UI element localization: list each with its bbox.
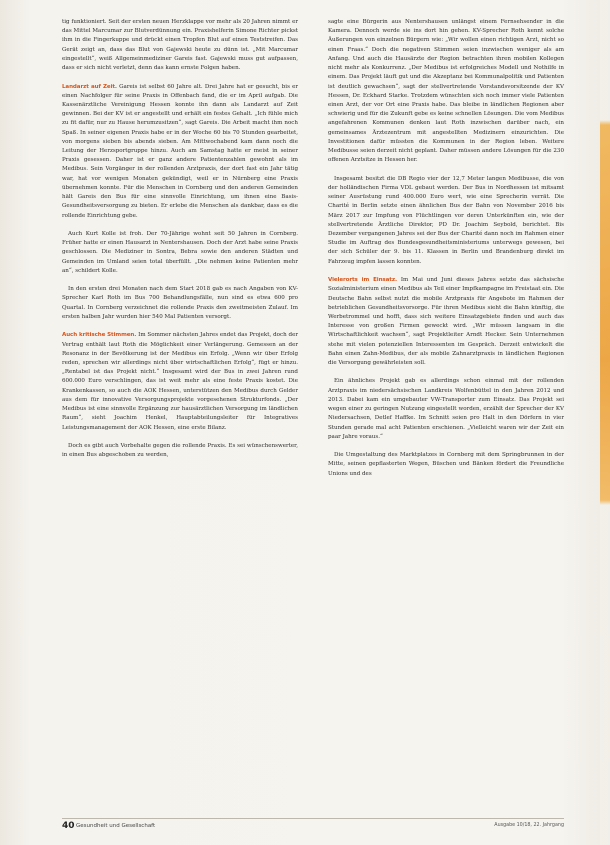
article-paragraph [328,377,564,442]
page-edge-accent [600,0,610,845]
right-column [328,18,564,488]
article-paragraph [62,442,298,460]
left-column [62,18,298,470]
paragraph-text: Insgesamt besitzt die DB Regio vier der 12,7 Meter langen Medibusse, die von der holländischen Firma VDL gebaut werden. Der Bus in Nordhessen ist mitsamt seiner Ausrüstung rund 400.000 Euro wert, wie eine Sprecherin verrät. Die Charité in Berlin setzte einen ähnlichen Bus der Bahn von November 2016 bis März 2017 zur Impfung von Flüchtlingen vor deren Unterkünften ein, wie der stellvertretende Ärztliche Direktor, PD Dr. Joachim Seybold, berichtet. Bis Dezember vergangenen Jahres sei der Bus der Charité dann noch im Rahmen einer Studie im Auftrag des Bundesgesundheitsministeriums unterwegs gewesen, bei der sich Schüler der 9. bis 11. Klassen in Berlin und Brandenburg direkt im Fahrzeug impfen lassen konnten. [328,175,564,265]
paragraph-text: Gareis ist selbst 60 Jahre alt. Drei Jahre hat er gesucht, bis er einen Nachfolger für seine Praxis in Offenbach fand, die er im April aufgab. Die Kassenärztliche Vereinigung Hessen konnte ihn dann als Landarzt auf Zeit gewinnen. Bei der KV ist er angestellt und erhält ein festes Gehalt. „Ich fühle mich zu fit dafür, nur zu Hause herumzusitzen“, sagt Gareis. Die Arbeit macht ihm noch Spaß. In seiner eigenen Praxis habe er in der Woche 60 bis 70 Stunden gearbeitet, von morgens sieben bis abends sieben. Am Mittwochabend kam dann noch die Leitung der Herzsportgruppe hinzu. Auch am Samstag hatte er meist in seiner Praxis gesessen. Daher ist er ganz andere Patientenzahlen gewohnt als im Medibus. Sein Vorgänger in der rollenden Arztpraxis, der dort fast ein Jahr tätig war, hat vor wenigen Monaten gekündigt, weil er in Nürnberg eine Praxis übernehmen konnte. Für die Menschen in Cornberg und den anderen Gemeinden hält Gareis den Bus für eine sinnvolle Einrichtung, um ihnen eine Basis-Gesundheitsversorgung zu bieten. Er erlebe die Menschen als dankbar, dass es die rollende Einrichtung gebe. [62,83,299,219]
article-paragraph [328,451,564,479]
article-paragraph [328,18,564,166]
paragraph-kicker: Vielerorts im Einsatz. [328,277,397,284]
paragraph-text: sagte eine Bürgerin aus Nentershausen unlängst einem Fernsehsender in die Kamera. Dennoch werde sie ins dort hin gehen. KV-Sprecher Roth kennt solche Äußerungen von einzelnen Bürgern wie: „Wir wollen einen richtigen Arzt, nicht so einen Fraas.“ Doch die negativen Stimmen seien inzwischen weniger als am Anfang. Und auch die Hausärzte der Region betrachten ihren mobilen Kollegen nicht mehr als Konkurrenz. „Der Medibus ist erfolgreiches Modell und Nothilfe in einem. Das Projekt läuft gut und die Akzeptanz bei Kommunalpolitik und Patienten ist deutlich gewachsen“, sagt der stellvertretende Vorstandsvorsitzende der KV Hessen, Dr. Eckhard Starke. Trotzdem wünschten sich noch immer viele Patienten einen Arzt, der vor Ort eine Praxis habe. Das bleibe in ländlichen Regionen aber schwierig und für die Zukunft gebe es keine schnellen Lösungen. Die vom Medibus angefahrenen Kommunen denken laut Roth inzwischen darüber nach, ein gemeinsames Ärztezentrum mit angestellten Medizinern einzurichten. Die Investitionen dafür müssten die Kommunen in der Region leben. Weitere Medibusse seien derzeit nicht geplant. Daher müssen andere Lösungen für die 230 offenen Arztsitze in Hessen her. [328,19,564,164]
paragraph-kicker: Landarzt auf Zeit. [62,83,117,90]
issue-info: Ausgabe 10/18, 22. Jahrgang [494,823,564,828]
article-paragraph [62,230,298,276]
paragraph-text: Im Mai und Juni dieses Jahres setzte das sächsische Sozialministerium einen Medibus als Teil einer Impfkampagne im Freistaat ein. Die Deutsche Bahn selbst nutzt die mobile Arztpraxis für Angebote im Rahmen der betrieblichen Gesundheitsvorsorge. Für ihren Medibus sieht die Bahn künftig, die Werbetrommel und hofft, dass sich weitere Einsatzgebiete finden und auch das Interesse von großen Firmen geweckt wird. „Wir müssen langsam in die Wirtschaftlichkeit wachsen“, sagt Projektleiter Arndt Hecker. Sein Unternehmen stehe mit vielen potenziellen Interessenten im Gespräch. Derzeit entwickelt die Bahn einen Zahn-Medibus, der als mobile Zahnarztpraxis in ländlichen Regionen die Versorgung gewährleisten soll. [328,277,564,367]
paragraph-text: Die Umgestaltung des Marktplatzes in Cornberg mit dem Springbrunnen in der Mitte, seinen gepflasterten Wegen, Büschen und Bänken fördert die Freundliche Unions und des [328,452,564,477]
paragraph-text: Auch Kurt Kolle ist froh. Der 70-Jährige wohnt seit 50 Jahren in Cornberg. Früher hatte er einen Hausarzt in Nentershausen. Doch der Arzt habe seine Praxis geschlossen. Die Mediziner in Sontra, Bebra sowie den anderen Städten und Gemeinden im Umland seien total überfüllt. „Die nehmen keine Patienten mehr an“, schildert Kolle. [62,230,298,274]
article-paragraph [62,18,298,73]
paragraph-kicker: Auch kritische Stimmen. [62,332,137,339]
page-footer [62,818,564,833]
page-number: 40 [62,821,75,831]
paragraph-text: tig funktioniert. Seit der ersten neuen Herzklappe vor mehr als 20 Jahren nimmt er das Mittel Marcumar zur Blutverdünnung ein. Praxishelferin Simone Richter pickst ihm in die Fingerkuppe und drückt einen Tropfen Blut auf einen Teststreifen. Das Gerät zeigt an, dass das Blut von Gajewski heute zu dünn ist. „Mit Marcumar eingestellt“, weiß Allgemeinmediziner Gareis fast. Gajewski muss gut aufpassen, dass er sich nicht verletzt, denn das kann ernste Folgen haben. [62,19,298,72]
paragraph-text: Im Sommer nächsten Jahres endet das Projekt, doch der Vertrag enthält laut Roth die Möglichkeit einer Verlängerung. Gemessen an der Resonanz in der Bevölkerung ist der Medibus ein Erfolg. „Wenn wir über Erfolg reden, sprechen wir allerdings nicht über wirtschaftlichen Erfolg“, fügt er hinzu. „Rentabel ist das Projekt nicht.“ Insgesamt wird der Bus in zwei Jahren rund 600.000 Euro verschlingen, das ist weit mehr als eine feste Praxis kostet. Die Krankenkassen, so auch die AOK Hessen, unterstützen den Medibus durch Gelder aus dem für innovative Versorgungsprojekte vorgesehenen Strukturfonds. „Der Medibus ist eine sinnvolle Ergänzung zur hausärztlichen Versorgung im ländlichen Raum“, sieht Joachim Henkel, Hauptabteilungsleiter für Integratives Leistungsmanagement der AOK Hessen, eine erste Bilanz. [62,332,298,431]
section-name: Gesundheit und Gesellschaft [76,823,156,829]
paragraph-text: Ein ähnliches Projekt gab es allerdings schon einmal mit der rollenden Arztpraxis im niedersächsischen Landkreis Wolfenbüttel in den Jahren 2012 und 2013. Dabei kam ein umgebauter VW-Transporter zum Einsatz. Das Projekt sei wegen einer zu geringen Nutzung eingestellt worden, erzählt der Sprecher der KV Niedersachsen, Detlef Haffke. Im Schnitt seien pro Halt in den Dörfern in vier Stunden gerade mal acht Patienten erschienen. „Vielleicht waren wir der Zeit ein paar Jahre voraus.“ [328,378,564,440]
paragraph-text: In den ersten drei Monaten nach dem Start 2018 gab es nach Angaben von KV-Sprecher Karl Roth im Bus 700 Behandlungsfälle, nun sind es etwa 600 pro Quartal. In Cornberg verzeichnet die rollende Praxis den zweitmeisten Zulauf. Im ersten halben Jahr wurden hier 540 Mal Patienten versorgt. [62,286,298,320]
article-paragraph [62,83,298,221]
article-paragraph [62,331,298,432]
article-paragraph [328,276,564,368]
paragraph-text: Doch es gibt auch Vorbehalte gegen die rollende Praxis. Es sei wünschenswerter, in einen Bus abgeschoben zu werden, [62,442,298,459]
article-paragraph [62,285,298,322]
article-paragraph [328,175,564,267]
